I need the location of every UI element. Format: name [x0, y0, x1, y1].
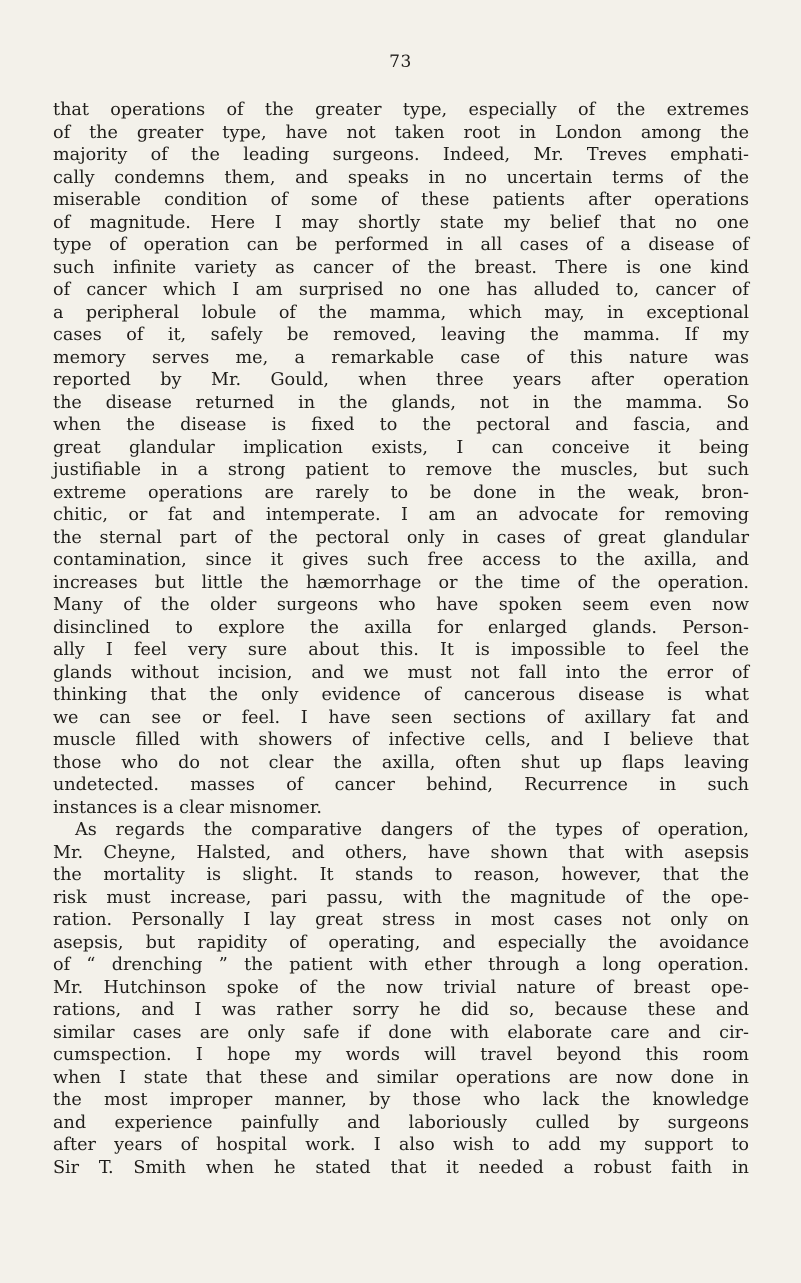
text-line: extreme operations are rarely to be done in the weak, bron-	[53, 482, 749, 503]
text-line: the sternal part of the pectoral only in cases of great glandular	[53, 527, 749, 548]
body-text	[53, 99, 749, 1179]
text-line: the mortality is slight. It stands to reason, however, that the	[53, 865, 749, 885]
text-line: justifiable in a strong patient to remove the muscles, but such	[53, 460, 749, 480]
text-line: the most improper manner, by those who lack the knowledge	[53, 1090, 749, 1110]
text-line: Sir T. Smith when he stated that it needed a robust faith in	[53, 1157, 749, 1178]
text-line: As regards the comparative dangers of the types of operation,	[75, 820, 749, 840]
text-line: instances is a clear misnomer.	[53, 797, 322, 818]
text-line: chitic, or fat and intemperate. I am an advocate for removing	[53, 505, 749, 525]
text-line: of “ drenching ” the patient with ether through a long operation.	[53, 955, 749, 975]
text-line: reported by Mr. Gould, when three years after operation	[53, 370, 749, 390]
text-line: such infinite variety as cancer of the breast. There is one kind	[53, 257, 749, 278]
text-line: Mr. Hutchinson spoke of the now trivial nature of breast ope-	[53, 977, 749, 998]
page-number: 73	[389, 52, 412, 72]
text-line: great glandular implication exists, I can conceive it being	[53, 437, 749, 458]
text-line: we can see or feel. I have seen sections of axillary fat and	[53, 707, 749, 728]
text-line: after years of hospital work. I also wish to add my support to	[53, 1135, 749, 1155]
text-line: undetected. masses of cancer behind, Recurrence in such	[53, 775, 749, 795]
text-line: when the disease is fixed to the pectoral and fascia, and	[53, 415, 749, 435]
text-line: contamination, since it gives such free access to the axilla, and	[53, 550, 749, 570]
text-line: rations, and I was rather sorry he did so, because these and	[53, 1000, 749, 1020]
text-line: risk must increase, pari passu, with the magnitude of the ope-	[53, 887, 749, 908]
text-line: type of operation can be performed in all cases of a disease of	[53, 235, 749, 255]
text-line: increases but little the hæmorrhage or the time of the operation.	[53, 572, 749, 593]
text-line: Mr. Cheyne, Halsted, and others, have shown that with asepsis	[53, 842, 749, 863]
text-line: of the greater type, have not taken root in London among the	[53, 122, 749, 143]
text-line: Many of the older surgeons who have spoken seem even now	[53, 595, 749, 615]
text-line: memory serves me, a remarkable case of this nature was	[53, 347, 749, 368]
text-line: disinclined to explore the axilla for enlarged glands. Person-	[53, 617, 749, 638]
text-line: majority of the leading surgeons. Indeed, Mr. Treves emphati-	[53, 145, 749, 165]
text-line: of cancer which I am surprised no one has alluded to, cancer of	[53, 280, 749, 300]
text-line: similar cases are only safe if done with elaborate care and cir-	[53, 1022, 749, 1043]
text-line: that operations of the greater type, especially of the extremes	[53, 100, 749, 120]
text-line: of magnitude. Here I may shortly state my belief that no one	[53, 212, 749, 233]
text-line: and experience painfully and laboriously culled by surgeons	[53, 1112, 749, 1133]
text-line: a peripheral lobule of the mamma, which may, in exceptional	[53, 302, 749, 323]
text-line: miserable condition of some of these patients after operations	[53, 190, 749, 210]
text-line: the disease returned in the glands, not in the mamma. So	[53, 392, 749, 413]
text-line: asepsis, but rapidity of operating, and especially the avoidance	[53, 932, 749, 953]
text-line: those who do not clear the axilla, often shut up flaps leaving	[53, 752, 749, 773]
text-line: ration. Personally I lay great stress in most cases not only on	[53, 910, 749, 930]
text-line: cumspection. I hope my words will travel beyond this room	[53, 1045, 749, 1065]
text-line: cally condemns them, and speaks in no uncertain terms of the	[53, 167, 749, 188]
text-line: when I state that these and similar operations are now done in	[53, 1067, 749, 1088]
text-line: ally I feel very sure about this. It is impossible to feel the	[53, 640, 749, 660]
text-line: muscle filled with showers of infective cells, and I believe that	[53, 730, 749, 750]
text-line: thinking that the only evidence of cancerous disease is what	[53, 685, 749, 705]
text-line: cases of it, safely be removed, leaving the mamma. If my	[53, 325, 749, 345]
text-line: glands without incision, and we must not fall into the error of	[53, 662, 749, 683]
